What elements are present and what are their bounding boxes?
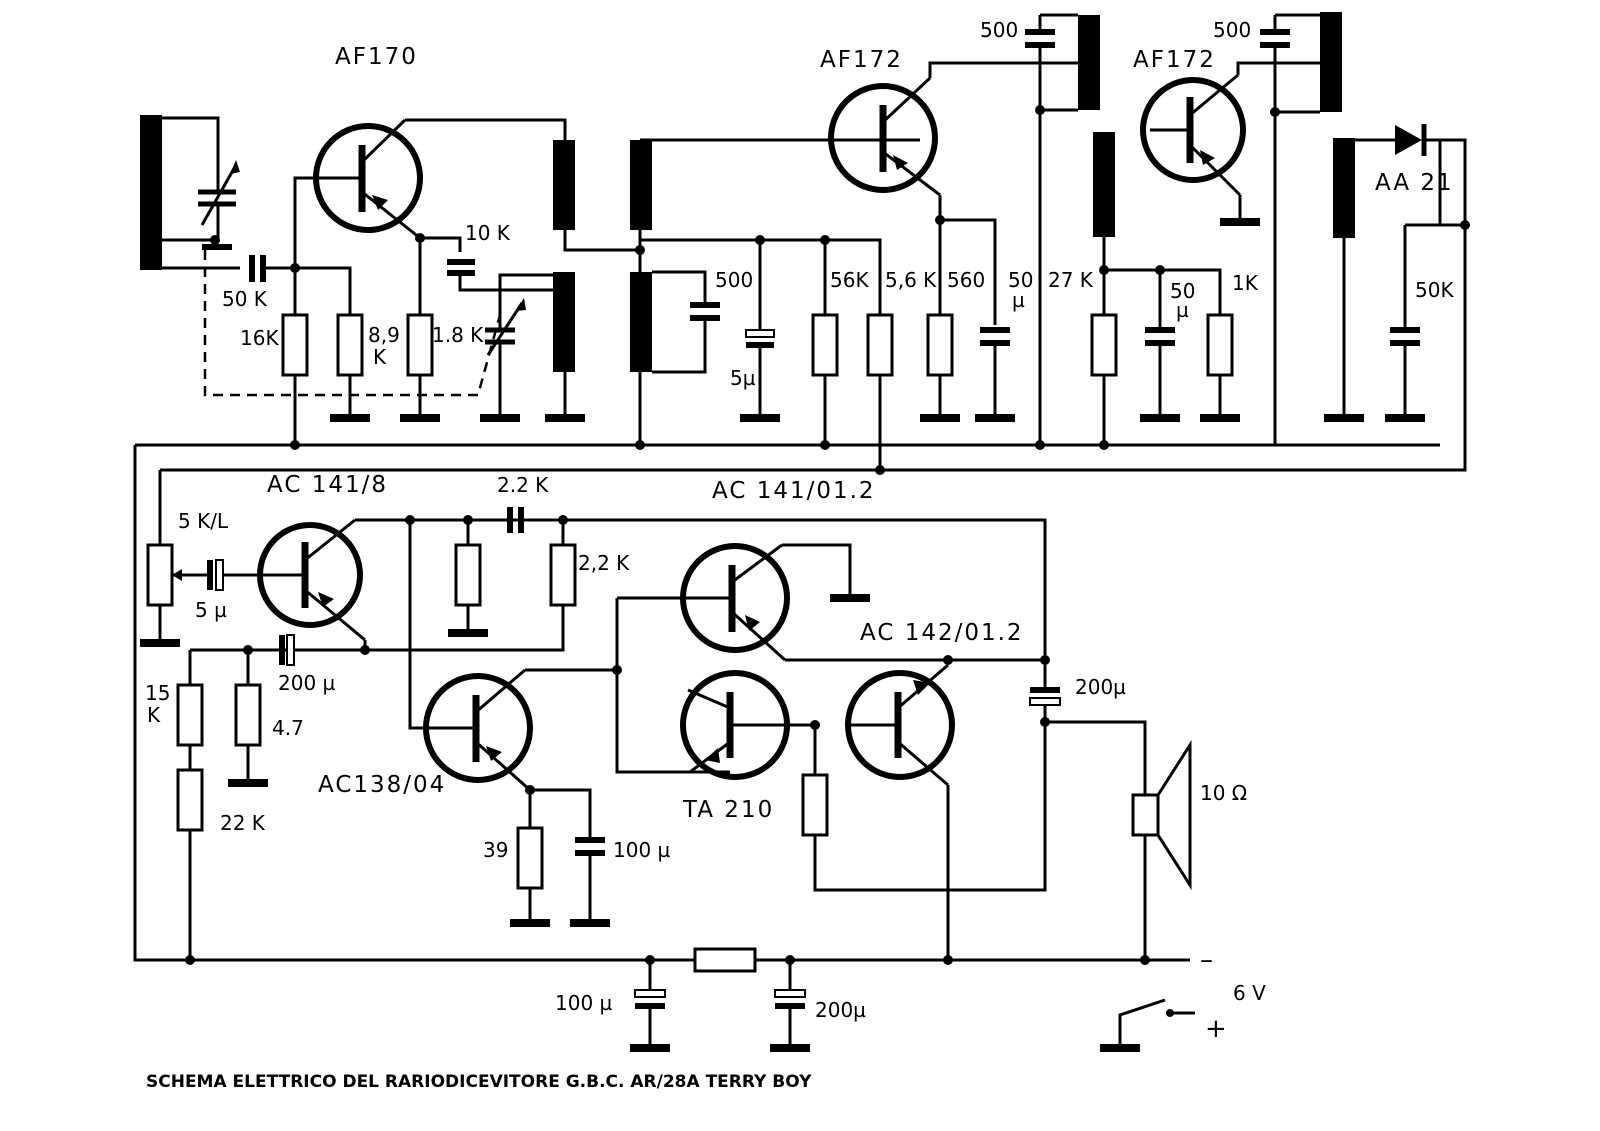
minus-terminal: – <box>1200 945 1213 975</box>
r-560-label: 560 <box>947 268 986 292</box>
r-22k-b-label: 2,2 K <box>578 551 630 575</box>
r-56k-label: 56K <box>830 268 869 292</box>
label-af172-a: AF172 <box>820 47 903 73</box>
r-56k-b-label: 5,6 K <box>885 268 937 292</box>
r-16k-label: 16K <box>240 326 279 350</box>
antenna-core <box>140 115 162 270</box>
plus-terminal: + <box>1205 1014 1227 1044</box>
label-ta210: TA 210 <box>683 797 775 823</box>
c-500-top1-label: 500 <box>980 18 1019 42</box>
pot-5k-label: 5 K/L <box>178 509 229 533</box>
c-50u-b-label: 50 <box>1170 279 1196 303</box>
c-200u-b-label: 200µ <box>815 998 866 1022</box>
r-89k-unit: K <box>373 345 387 369</box>
c-50k-label: 50 K <box>222 287 267 311</box>
c-500-top2-label: 500 <box>1213 18 1252 42</box>
c-50u-a-label: 50 <box>1008 268 1034 292</box>
transistor-af172-b <box>1143 75 1243 195</box>
r-15k-label: 15 <box>145 681 171 705</box>
r-15k-unit: K <box>147 703 161 727</box>
speaker-label: 10 Ω <box>1200 781 1248 805</box>
label-ac141-8: AC 141/8 <box>267 472 388 498</box>
label-aa21: AA 21 <box>1375 170 1454 196</box>
label-ac141-012: AC 141/01.2 <box>712 478 876 504</box>
r-27k-label: 27 K <box>1048 268 1093 292</box>
r-89k-label: 8,9 <box>368 323 400 347</box>
r-39-label: 39 <box>483 838 509 862</box>
transistor-ac141-012 <box>683 545 787 660</box>
label-ac138-04: AC138/04 <box>318 772 447 798</box>
c-100u-b-label: 100 µ <box>555 991 613 1015</box>
supply-voltage: 6 V <box>1233 981 1266 1005</box>
c-100u-a-label: 100 µ <box>613 838 671 862</box>
c-5u-if-label: 5µ <box>730 366 756 390</box>
label-af170: AF170 <box>335 44 418 70</box>
c-200u-out-label: 200µ <box>1075 675 1126 699</box>
c-10k-label: 10 K <box>465 221 510 245</box>
power-switch <box>1100 1000 1195 1048</box>
c-22k-label: 2.2 K <box>497 473 549 497</box>
r-22k-label: 22 K <box>220 811 265 835</box>
label-ac142-012: AC 142/01.2 <box>860 620 1024 646</box>
speaker-icon <box>1133 745 1190 885</box>
c-50u-a-unit: µ <box>1012 288 1025 312</box>
transistor-af172-a <box>831 78 940 195</box>
transistor-af170 <box>295 120 420 268</box>
label-af172-b: AF172 <box>1133 47 1216 73</box>
c-50u-b-unit: µ <box>1176 298 1189 322</box>
c-500-if1-label: 500 <box>715 268 754 292</box>
transistor-ac141-8 <box>260 520 365 640</box>
schematic-caption: SCHEMA ELETTRICO DEL RARIODICEVITORE G.B.C. AR/28A TERRY BOY <box>146 1072 812 1092</box>
c-5u-in-label: 5 µ <box>195 598 227 622</box>
c-50k-det-label: 50K <box>1415 278 1454 302</box>
c-200u-a-label: 200 µ <box>278 671 336 695</box>
transistor-ta210 <box>683 673 787 777</box>
r-1k-label: 1K <box>1232 271 1258 295</box>
transistor-ac142-012 <box>848 665 952 785</box>
r-47-label: 4.7 <box>272 716 304 740</box>
r-18k-label: 1.8 K <box>432 323 484 347</box>
diode-aa21 <box>1395 124 1424 156</box>
